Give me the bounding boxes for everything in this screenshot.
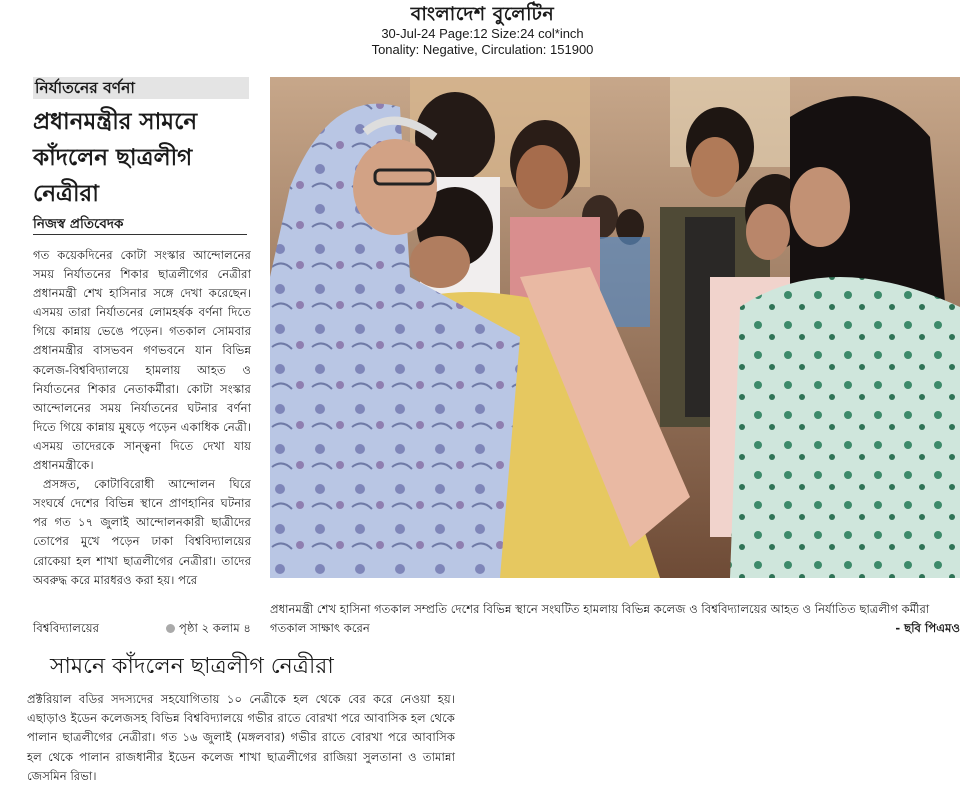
clipping-meta-date-page: 30-Jul-24 Page:12 Size:24 col*inch <box>381 26 584 41</box>
article-byline: নিজস্ব প্রতিবেদক <box>33 214 247 235</box>
clipping-meta-tonality: Tonality: Negative, Circulation: 151900 <box>371 42 594 57</box>
article-paragraph: গত কয়েকদিনের কোটা সংস্কার আন্দোলনের সময় নির্যাতনের শিকার ছাত্রলীগের নেত্রীরা প্রধানমন্ত্রী শেখ হাসিনার সঙ্গে দেখা করেছেন। এসময় তারা নির্যাতনের লোমহর্ষক বর্ণনা দিতে গিয়ে কান্নায় ভেঙে পড়েন। গতকাল সোমবার প্রধানমন্ত্রীর বাসভবন গণভবনে যান বিভিন্ন কলেজ-বিশ্ববিদ্যালয়ে হামলায় আহত ও নির্যাতনের শিকার নেতাকর্মীরা। কোটা সংস্কার আন্দোলনের সময় নির্যাতনের ঘটনার বর্ণনা দিতে গিয়ে কান্নায় মুষড়ে পড়েন একাধিক নেত্রী। এসময় তাদেরকে সান্ত্বনা দিতে দেখা যায় প্রধানমন্ত্রীকে। <box>33 248 251 473</box>
continuation-headline: সামনে কাঁদলেন ছাত্রলীগ নেত্রীরা <box>50 654 334 679</box>
photo-caption: প্রধানমন্ত্রী শেখ হাসিনা গতকাল সম্প্রতি দেশের বিভিন্ন স্থানে সংঘটিত হামলায় বিভিন্ন কলেজ ও বিশ্ববিদ্যালয়ের আহত ও নির্যাতিত ছাত্রলীগ কর্মীরা গতকাল সাক্ষাৎ করেন <box>270 602 930 635</box>
masthead <box>0 2 965 58</box>
continuation-body: প্রক্টরিয়াল বডির সদস্যদের সহযোগিতায় ১০ নেত্রীকে হল থেকে বের করে নেওয়া হয়। এছাড়াও ইডেন কলেজসহ বিভিন্ন বিশ্ববিদ্যালয়ে গভীর রাতে বোরখা পরে আবাসিক হল থেকে পালান ছাত্রলীগের নেত্রীরা। গত ১৬ জুলাই (মঙ্গলবার) গভীর রাতে বোরখা পরে আবাসিক হল থেকে পালান রাজধানীর ইডেন কলেজ শাখা ছাত্রলীগের রাজিয়া সুলতানা ও তামান্না জেসমিন রিভা। <box>27 692 455 783</box>
jump-reference <box>166 618 251 638</box>
article-kicker: নির্যাতনের বর্ণনা <box>33 77 249 99</box>
article-paragraph: প্রসঙ্গত, কোটাবিরোধী আন্দোলন ঘিরে সংঘর্ষে দেশের বিভিন্ন স্থানে প্রাণহানির ঘটনার পর গত ১৭ জুলাই আন্দোলনকারী ছাত্রীদের তোপের মুখে পড়েন ঢাকা বিশ্ববিদ্যালয়ের রোকেয়া হল শাখা ছাত্রলীগের নেত্রীরা। তাদের অবরুদ্ধ করে মারধরও করা হয়। পরে <box>33 477 251 587</box>
photo-credit: - ছবি পিএমও <box>895 621 960 635</box>
newspaper-name: বাংলাদেশ বুলেটিন <box>410 3 555 25</box>
photo-illustration <box>270 77 960 578</box>
article-headline: প্রধানমন্ত্রীর সামনে কাঁদলেন ছাত্রলীগ নেত্রীরা <box>33 108 198 207</box>
article-jump-line <box>33 618 251 638</box>
jump-reference-text: পৃষ্ঠা ২ কলাম ৪ <box>178 621 251 635</box>
bullet-dot-icon <box>166 624 175 633</box>
news-photo <box>270 77 960 578</box>
jump-word: বিশ্ববিদ্যালয়ের <box>33 621 100 635</box>
article-body <box>33 246 251 590</box>
